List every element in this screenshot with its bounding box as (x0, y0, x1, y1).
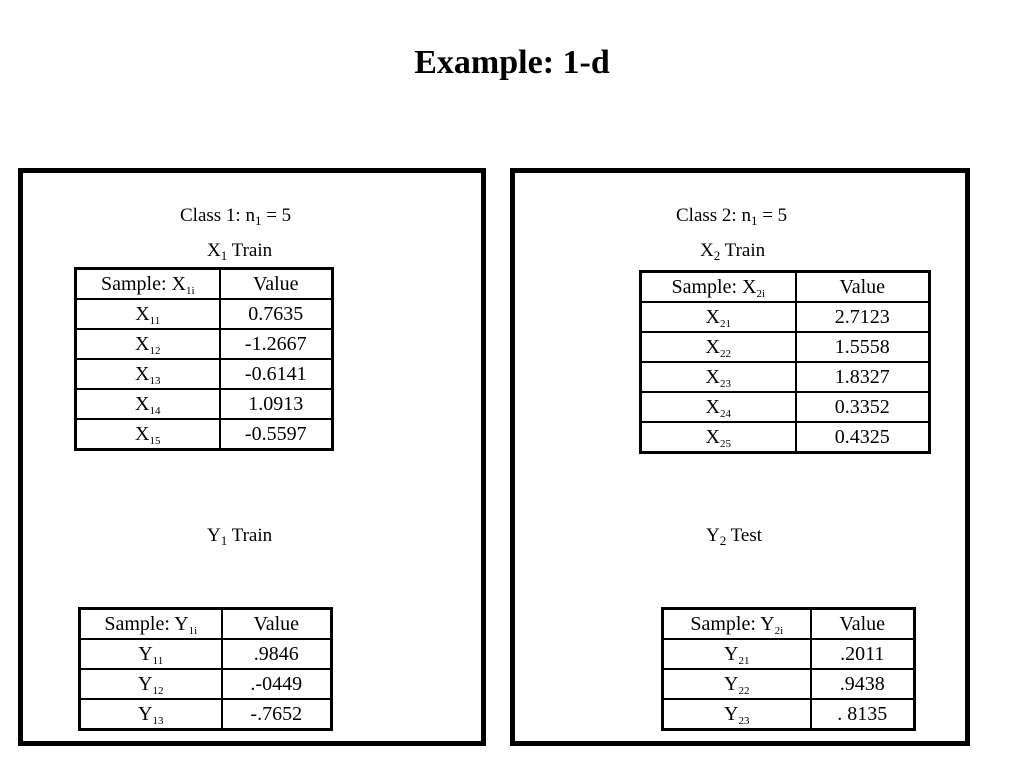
sample-cell: $X_{24}$ (641, 392, 796, 422)
sample-header-cell: Sample: $Y_{2i}$ (663, 609, 811, 640)
x1-train-table (74, 267, 334, 451)
value-header-cell: Value (811, 609, 915, 640)
table-header-row (663, 609, 915, 640)
table-row (76, 389, 333, 419)
sample-cell: $X_{25}$ (641, 422, 796, 453)
table-header-row (80, 609, 332, 640)
sample-cell: $X_{21}$ (641, 302, 796, 332)
table-row (76, 419, 333, 450)
value-cell: .9846 (222, 639, 332, 669)
value-header-cell: Value (220, 269, 333, 300)
table-row (663, 699, 915, 730)
table-row (76, 359, 333, 389)
class-1-heading: Class 1: $n_1 = 5$ (180, 205, 292, 228)
table-row (80, 699, 332, 730)
sample-cell: $Y_{22}$ (663, 669, 811, 699)
value-header-cell: Value (222, 609, 332, 640)
value-cell: 0.4325 (796, 422, 930, 453)
table-row (641, 332, 930, 362)
value-cell: 1.5558 (796, 332, 930, 362)
page-title: Example: 1-d (414, 44, 610, 81)
sample-cell: $Y_{23}$ (663, 699, 811, 730)
table-row (663, 669, 915, 699)
sample-cell: $X_{15}$ (76, 419, 220, 450)
sample-cell: $X_{14}$ (76, 389, 220, 419)
sample-cell: $X_{22}$ (641, 332, 796, 362)
value-cell: . 8135 (811, 699, 915, 730)
x1-train-label: $X_1$ Train (207, 240, 273, 263)
value-cell: 1.0913 (220, 389, 333, 419)
value-cell: -.7652 (222, 699, 332, 730)
sample-cell: $X_{11}$ (76, 299, 220, 329)
value-cell: -1.2667 (220, 329, 333, 359)
value-cell: -0.6141 (220, 359, 333, 389)
table-row (76, 329, 333, 359)
table-row (641, 422, 930, 453)
y2-test-label: $Y_2$ Test (706, 525, 763, 548)
sample-cell: $X_{13}$ (76, 359, 220, 389)
table-row (76, 299, 333, 329)
sample-cell: $X_{12}$ (76, 329, 220, 359)
sample-cell: $Y_{11}$ (80, 639, 222, 669)
x2-train-label: $X_2$ Train (700, 240, 766, 263)
value-cell: 1.8327 (796, 362, 930, 392)
sample-header-cell: Sample: $X_{1i}$ (76, 269, 220, 300)
value-header-cell: Value (796, 272, 930, 303)
value-cell: 2.7123 (796, 302, 930, 332)
value-cell: 0.3352 (796, 392, 930, 422)
value-cell: 0.7635 (220, 299, 333, 329)
table-row (80, 639, 332, 669)
table-header-row (76, 269, 333, 300)
value-cell: .-0449 (222, 669, 332, 699)
y2-test-table (661, 607, 916, 731)
table-row (641, 302, 930, 332)
sample-cell: $Y_{13}$ (80, 699, 222, 730)
sample-cell: $Y_{21}$ (663, 639, 811, 669)
table-row (641, 362, 930, 392)
sample-cell: $Y_{12}$ (80, 669, 222, 699)
table-row (641, 392, 930, 422)
sample-header-cell: Sample: $Y_{1i}$ (80, 609, 222, 640)
value-cell: .2011 (811, 639, 915, 669)
y1-train-label: $Y_1$ Train (207, 525, 273, 548)
sample-header-cell: Sample: $X_{2i}$ (641, 272, 796, 303)
y1-train-table (78, 607, 333, 731)
value-cell: -0.5597 (220, 419, 333, 450)
class-2-heading: Class 2: $n_1 = 5$ (676, 205, 788, 228)
table-header-row (641, 272, 930, 303)
x2-train-table (639, 270, 931, 454)
table-row (663, 639, 915, 669)
value-cell: .9438 (811, 669, 915, 699)
table-row (80, 669, 332, 699)
sample-cell: $X_{23}$ (641, 362, 796, 392)
